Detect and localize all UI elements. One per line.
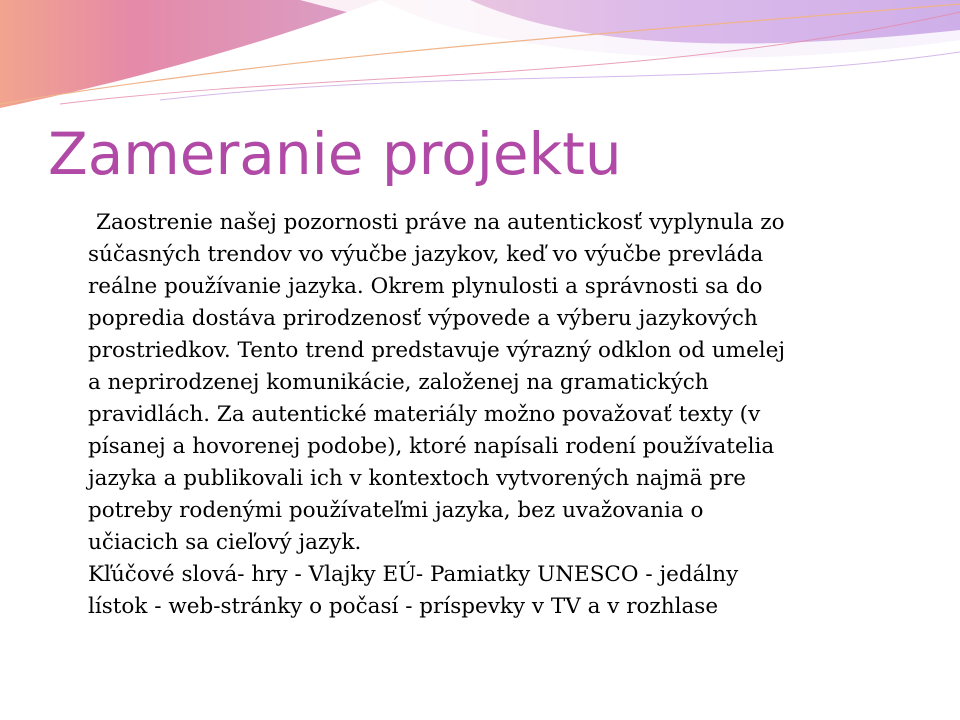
swoosh-accent-line-3 [160, 52, 960, 100]
paragraph-line: popredia dostáva prirodzenosť výpovede a výberu jazykových [88, 306, 758, 331]
paragraph-line: pravidlách. Za autentické materiály možno považovať texty (v [88, 402, 761, 427]
paragraph-line: a neprirodzenej komunikácie, založenej na gramatických [88, 370, 709, 395]
paragraph-line: písanej a hovorenej podobe), ktoré napísali rodení používatelia [88, 434, 775, 459]
paragraph-line: reálne používanie jazyka. Okrem plynulosti a správnosti sa do [88, 274, 763, 299]
paragraph-line: potreby rodenými používateľmi jazyka, bez uvažovania o [88, 498, 704, 523]
paragraph-line: prostriedkov. Tento trend predstavuje výrazný odklon od umelej [88, 338, 786, 363]
header-swoosh-decoration [0, 0, 960, 120]
keywords-line: lístok - web-stránky o počasí - príspevky v TV a v rozhlase [88, 594, 719, 619]
paragraph-line: súčasných trendov vo výučbe jazykov, keď vo výučbe prevláda [88, 242, 764, 267]
keywords-line: Kľúčové slová- hry - Vlajky EÚ- Pamiatky UNESCO - jedálny [88, 562, 739, 587]
slide-body [88, 207, 928, 623]
slide-title: Zameranie projektu [48, 120, 622, 188]
paragraph-line: učiacich sa cieľový jazyk. [88, 530, 362, 555]
paragraph-line: jazyka a publikovali ich v kontextoch vytvorených najmä pre [88, 466, 747, 491]
swoosh-pink-band [0, 0, 380, 108]
paragraph-line: Zaostrenie našej pozornosti práve na autentickosť vyplynula zo [96, 210, 785, 235]
